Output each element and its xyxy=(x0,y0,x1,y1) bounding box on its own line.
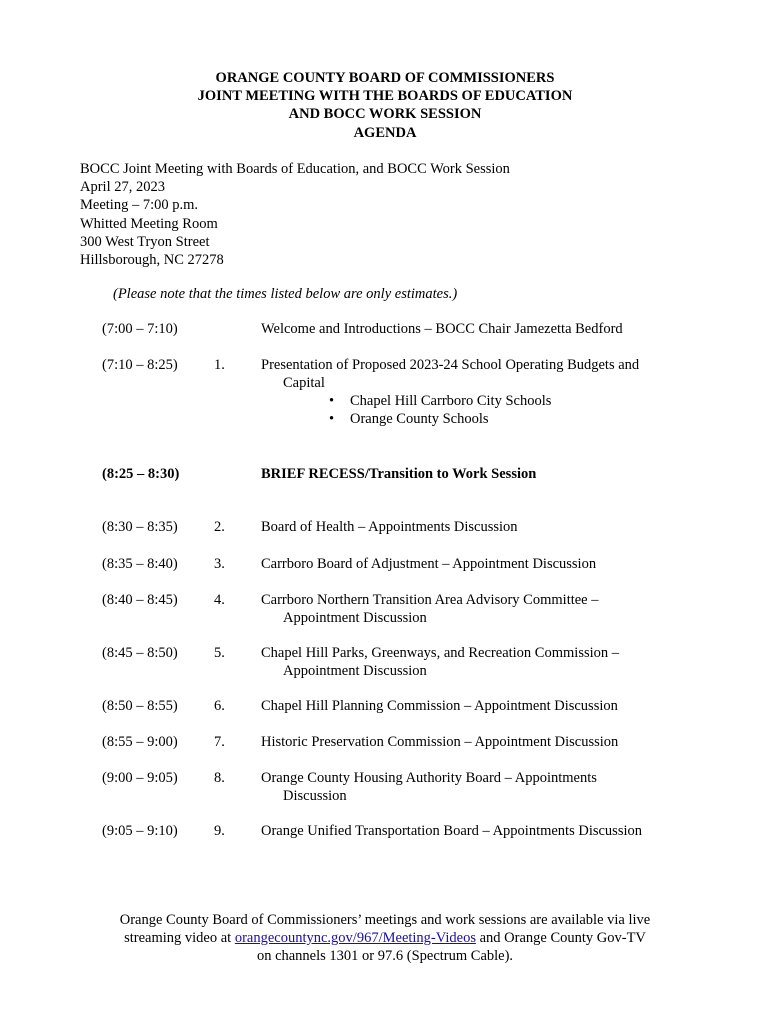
header-line-2: JOINT MEETING WITH THE BOARDS OF EDUCATION xyxy=(197,88,573,105)
meeting-info xyxy=(80,160,510,269)
agenda-item-description: BRIEF RECESS/Transition to Work Session xyxy=(261,466,537,482)
agenda-item-description: Historic Preservation Commission – Appointment Discussion xyxy=(261,734,619,750)
agenda-item-time: (8:40 – 8:45) xyxy=(102,592,178,608)
agenda-item-description: Welcome and Introductions – BOCC Chair Jamezetta Bedford xyxy=(261,321,623,337)
agenda-item-line-cont: Appointment Discussion xyxy=(283,663,427,679)
agenda-item-time: (7:00 – 7:10) xyxy=(102,321,178,337)
school-list xyxy=(261,392,681,428)
estimate-note: (Please note that the times listed below are only estimates.) xyxy=(113,286,458,302)
agenda-item-number: 5. xyxy=(214,645,225,661)
agenda-header xyxy=(0,69,770,142)
agenda-item-time: (8:50 – 8:55) xyxy=(102,698,178,714)
meeting-room: Whitted Meeting Room xyxy=(80,215,218,232)
agenda-item-description xyxy=(261,769,681,805)
agenda-item-time: (8:30 – 8:35) xyxy=(102,519,178,535)
meeting-time: Meeting – 7:00 p.m. xyxy=(80,197,199,214)
footer-text: streaming video at xyxy=(124,930,235,947)
meeting-title: BOCC Joint Meeting with Boards of Education, and BOCC Work Session xyxy=(80,161,510,177)
agenda-item-time: (8:35 – 8:40) xyxy=(102,556,178,572)
agenda-item-number: 1. xyxy=(214,357,225,373)
list-item: • Orange County Schools xyxy=(329,411,489,427)
list-item: • Chapel Hill Carrboro City Schools xyxy=(329,393,552,409)
agenda-item-description: Orange Unified Transportation Board – Appointments Discussion xyxy=(261,823,643,839)
meeting-videos-link[interactable]: orangecountync.gov/967/Meeting-Videos xyxy=(234,930,476,947)
agenda-item-number: 8. xyxy=(214,770,225,786)
agenda-item-line: Chapel Hill Parks, Greenways, and Recreation Commission – xyxy=(261,645,620,661)
footer-line-2 xyxy=(0,929,770,947)
footer-text: and Orange County Gov-TV xyxy=(475,930,646,947)
agenda-item-number: 9. xyxy=(214,823,225,839)
agenda-item-number: 7. xyxy=(214,734,225,750)
agenda-item-time: (9:05 – 9:10) xyxy=(102,823,178,839)
agenda-item-number: 3. xyxy=(214,556,225,572)
bullet-icon: • xyxy=(329,393,335,409)
meeting-date: April 27, 2023 xyxy=(80,179,165,196)
bullet-icon: • xyxy=(329,411,335,427)
agenda-item-number: 6. xyxy=(214,698,225,714)
footer-line-3: on channels 1301 or 97.6 (Spectrum Cable). xyxy=(256,948,514,965)
footer-line-1: Orange County Board of Commissioners’ meetings and work sessions are available via live xyxy=(119,912,651,928)
agenda-item-line-cont: Appointment Discussion xyxy=(283,610,427,626)
agenda-item-time: (9:00 – 9:05) xyxy=(102,770,178,786)
header-line-1: ORANGE COUNTY BOARD OF COMMISSIONERS xyxy=(215,70,555,86)
meeting-street: 300 West Tryon Street xyxy=(80,233,210,250)
agenda-item-description: Carrboro Board of Adjustment – Appointment Discussion xyxy=(261,556,597,572)
footer-note xyxy=(0,911,770,966)
meeting-city: Hillsborough, NC 27278 xyxy=(80,252,224,269)
agenda-item-description xyxy=(261,644,681,680)
agenda-item-description xyxy=(261,356,681,428)
agenda-item-time: (8:45 – 8:50) xyxy=(102,645,178,661)
agenda-item-description: Board of Health – Appointments Discussion xyxy=(261,519,518,535)
agenda-item-line-cont: Capital xyxy=(283,375,325,391)
header-line-3: AND BOCC WORK SESSION xyxy=(288,106,482,123)
agenda-item-line: Presentation of Proposed 2023-24 School Operating Budgets and xyxy=(261,357,640,373)
agenda-item-description xyxy=(261,591,681,627)
agenda-item-description: Chapel Hill Planning Commission – Appointment Discussion xyxy=(261,698,618,714)
agenda-item-line: Carrboro Northern Transition Area Advisory Committee – xyxy=(261,592,599,608)
agenda-item-number: 2. xyxy=(214,519,225,535)
agenda-item-time: (7:10 – 8:25) xyxy=(102,357,178,373)
header-line-4: AGENDA xyxy=(353,124,417,141)
agenda-item-line-cont: Discussion xyxy=(283,788,347,804)
agenda-item-line: Orange County Housing Authority Board – Appointments xyxy=(261,770,597,786)
agenda-item-time: (8:25 – 8:30) xyxy=(102,466,180,482)
agenda-item-time: (8:55 – 9:00) xyxy=(102,734,178,750)
agenda-item-number: 4. xyxy=(214,592,225,608)
